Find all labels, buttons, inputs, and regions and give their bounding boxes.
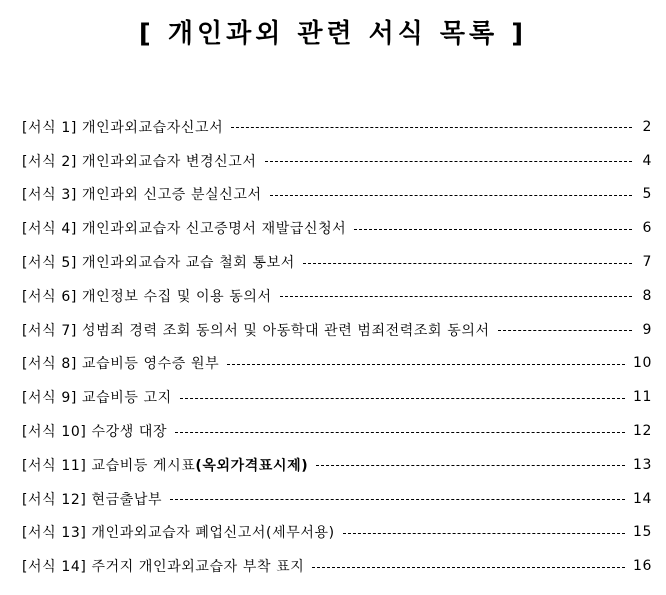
toc-dot-leader	[175, 432, 625, 433]
toc-entry-label-emphasis: (옥외가격표시제)	[195, 457, 309, 474]
toc-entry	[22, 516, 652, 550]
toc-entry	[22, 279, 652, 313]
toc-entry	[22, 313, 652, 347]
toc-entry	[22, 380, 652, 414]
toc-entry	[22, 144, 652, 178]
toc-page-number: 2	[642, 118, 652, 135]
toc-page-number: 12	[632, 423, 652, 440]
toc-dot-leader	[316, 465, 625, 466]
toc-entry	[22, 414, 652, 448]
toc-dot-leader	[354, 229, 632, 230]
toc-page-number: 10	[632, 355, 652, 372]
toc-dot-leader	[170, 499, 625, 500]
toc-entry	[22, 347, 652, 381]
toc-entry	[22, 482, 652, 516]
toc-entry-label: [서식 3] 개인과외 신고증 분실신고서	[22, 187, 262, 204]
toc-entry-label: [서식 12] 현금출납부	[22, 491, 163, 508]
toc-entry	[22, 110, 652, 144]
toc-dot-leader	[343, 533, 625, 534]
toc-dot-leader	[180, 398, 625, 399]
toc-dot-leader	[498, 330, 632, 331]
toc-dot-leader	[231, 127, 632, 128]
toc-dot-leader	[312, 567, 625, 568]
toc-entry	[22, 549, 652, 583]
toc-entry-label: [서식 13] 개인과외교습자 폐업신고서(세무서용)	[22, 525, 335, 542]
toc-page-number: 15	[632, 524, 652, 541]
toc-entry-label: [서식 2] 개인과외교습자 변경신고서	[22, 153, 257, 170]
toc-page-number: 14	[632, 490, 652, 507]
toc-page-number: 6	[642, 220, 652, 237]
table-of-contents	[22, 110, 652, 583]
toc-dot-leader	[280, 296, 632, 297]
toc-page-number: 9	[642, 321, 652, 338]
toc-page-number: 8	[642, 287, 652, 304]
toc-page-number: 4	[642, 152, 652, 169]
toc-entry-label: [서식 4] 개인과외교습자 신고증명서 재발급신청서	[22, 221, 347, 238]
toc-entry-label: [서식 1] 개인과외교습자신고서	[22, 119, 224, 136]
toc-page-number: 11	[632, 389, 652, 406]
page-title: [ 개인과외 관련 서식 목록 ]	[138, 19, 528, 49]
toc-entry-label: [서식 14] 주거지 개인과외교습자 부착 표지	[22, 559, 305, 576]
toc-entry	[22, 211, 652, 245]
toc-page-number: 13	[632, 456, 652, 473]
toc-entry-label: [서식 10] 수강생 대장	[22, 424, 168, 441]
toc-entry-label: [서식 5] 개인과외교습자 교습 철회 통보서	[22, 255, 295, 272]
toc-entry	[22, 245, 652, 279]
toc-page-number: 7	[642, 254, 652, 271]
toc-dot-leader	[227, 364, 625, 365]
toc-entry-label	[22, 455, 316, 475]
toc-page-number: 16	[632, 558, 652, 575]
toc-dot-leader	[265, 161, 632, 162]
toc-dot-leader	[270, 195, 632, 196]
toc-entry-label: [서식 8] 교습비등 영수증 원부	[22, 356, 220, 373]
toc-entry	[22, 448, 652, 482]
toc-entry	[22, 178, 652, 212]
toc-dot-leader	[303, 263, 632, 264]
toc-page-number: 5	[642, 186, 652, 203]
toc-entry-label-text: [서식 11] 교습비등 게시표	[22, 457, 196, 474]
toc-entry-label: [서식 6] 개인정보 수집 및 이용 동의서	[22, 288, 272, 305]
toc-entry-label: [서식 7] 성범죄 경력 조회 동의서 및 아동학대 관련 범죄전력조회 동의서	[22, 322, 490, 339]
toc-entry-label: [서식 9] 교습비등 고지	[22, 390, 172, 407]
